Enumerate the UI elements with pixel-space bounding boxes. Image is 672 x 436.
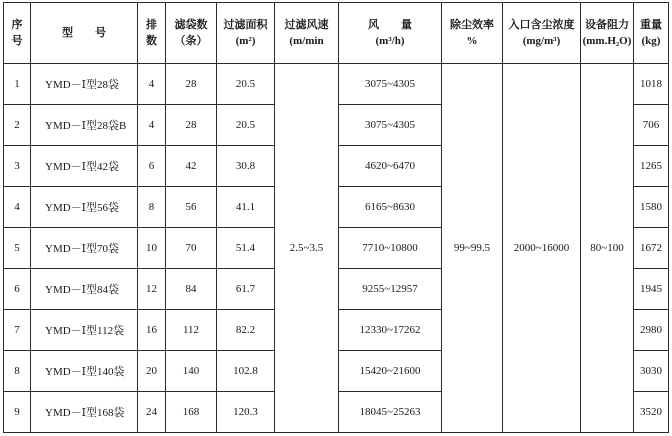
cell-weight: 2980 (634, 310, 669, 351)
header-row (4, 3, 669, 64)
cell-weight: 1672 (634, 228, 669, 269)
cell-area: 102.8 (217, 351, 275, 392)
header-bags: 滤袋数 （条） (166, 3, 217, 64)
cell-weight: 1945 (634, 269, 669, 310)
cell-rows: 4 (138, 64, 166, 105)
cell-area: 41.1 (217, 187, 275, 228)
cell-efficiency-merged: 99~99.5 (442, 64, 503, 433)
cell-area: 51.4 (217, 228, 275, 269)
cell-airflow: 12330~17262 (339, 310, 442, 351)
cell-bags: 28 (166, 64, 217, 105)
cell-seq: 3 (4, 146, 31, 187)
header-area: 过滤面积 (m²) (217, 3, 275, 64)
cell-weight: 1018 (634, 64, 669, 105)
cell-rows: 10 (138, 228, 166, 269)
cell-model: YMD－Ⅰ型168袋 (31, 392, 138, 433)
cell-model: YMD－Ⅰ型112袋 (31, 310, 138, 351)
cell-airflow: 7710~10800 (339, 228, 442, 269)
cell-rows: 24 (138, 392, 166, 433)
cell-seq: 6 (4, 269, 31, 310)
header-weight: 重量 (kg) (634, 3, 669, 64)
cell-bags: 70 (166, 228, 217, 269)
header-inlet-concentration: 入口含尘浓度 (mg/m³) (503, 3, 581, 64)
header-efficiency: 除尘效率 % (442, 3, 503, 64)
cell-model: YMD－Ⅰ型28袋B (31, 105, 138, 146)
cell-bags: 56 (166, 187, 217, 228)
header-speed: 过滤风速 (m/min (275, 3, 339, 64)
cell-airflow: 9255~12957 (339, 269, 442, 310)
cell-area: 30.8 (217, 146, 275, 187)
cell-airflow: 18045~25263 (339, 392, 442, 433)
cell-weight: 1265 (634, 146, 669, 187)
cell-rows: 20 (138, 351, 166, 392)
cell-rows: 4 (138, 105, 166, 146)
cell-weight: 3520 (634, 392, 669, 433)
spec-table-container (3, 2, 669, 433)
cell-area: 20.5 (217, 105, 275, 146)
table-row (4, 64, 669, 105)
cell-inlet-merged: 2000~16000 (503, 64, 581, 433)
cell-bags: 28 (166, 105, 217, 146)
cell-seq: 8 (4, 351, 31, 392)
cell-airflow: 3075~4305 (339, 105, 442, 146)
cell-weight: 1580 (634, 187, 669, 228)
cell-bags: 140 (166, 351, 217, 392)
cell-rows: 6 (138, 146, 166, 187)
cell-seq: 5 (4, 228, 31, 269)
cell-rows: 12 (138, 269, 166, 310)
cell-airflow: 4620~6470 (339, 146, 442, 187)
cell-bags: 112 (166, 310, 217, 351)
cell-airflow: 15420~21600 (339, 351, 442, 392)
cell-seq: 9 (4, 392, 31, 433)
cell-model: YMD－Ⅰ型28袋 (31, 64, 138, 105)
cell-area: 82.2 (217, 310, 275, 351)
cell-bags: 168 (166, 392, 217, 433)
cell-airflow: 3075~4305 (339, 64, 442, 105)
cell-speed-merged: 2.5~3.5 (275, 64, 339, 433)
cell-bags: 84 (166, 269, 217, 310)
cell-weight: 706 (634, 105, 669, 146)
cell-bags: 42 (166, 146, 217, 187)
cell-seq: 1 (4, 64, 31, 105)
cell-resistance-merged: 80~100 (581, 64, 634, 433)
cell-model: YMD－Ⅰ型140袋 (31, 351, 138, 392)
spec-table (3, 2, 669, 433)
header-model: 型 号 (31, 3, 138, 64)
cell-seq: 4 (4, 187, 31, 228)
cell-rows: 16 (138, 310, 166, 351)
header-seq: 序 号 (4, 3, 31, 64)
cell-model: YMD－Ⅰ型70袋 (31, 228, 138, 269)
cell-airflow: 6165~8630 (339, 187, 442, 228)
header-resistance: 设备阻力 (mm.H₂O) (581, 3, 634, 64)
cell-weight: 3030 (634, 351, 669, 392)
header-rows: 排 数 (138, 3, 166, 64)
cell-area: 20.5 (217, 64, 275, 105)
cell-seq: 7 (4, 310, 31, 351)
cell-area: 61.7 (217, 269, 275, 310)
cell-area: 120.3 (217, 392, 275, 433)
cell-model: YMD－Ⅰ型56袋 (31, 187, 138, 228)
cell-model: YMD－Ⅰ型84袋 (31, 269, 138, 310)
cell-seq: 2 (4, 105, 31, 146)
cell-model: YMD－Ⅰ型42袋 (31, 146, 138, 187)
cell-rows: 8 (138, 187, 166, 228)
header-airflow: 风 量 (m³/h) (339, 3, 442, 64)
